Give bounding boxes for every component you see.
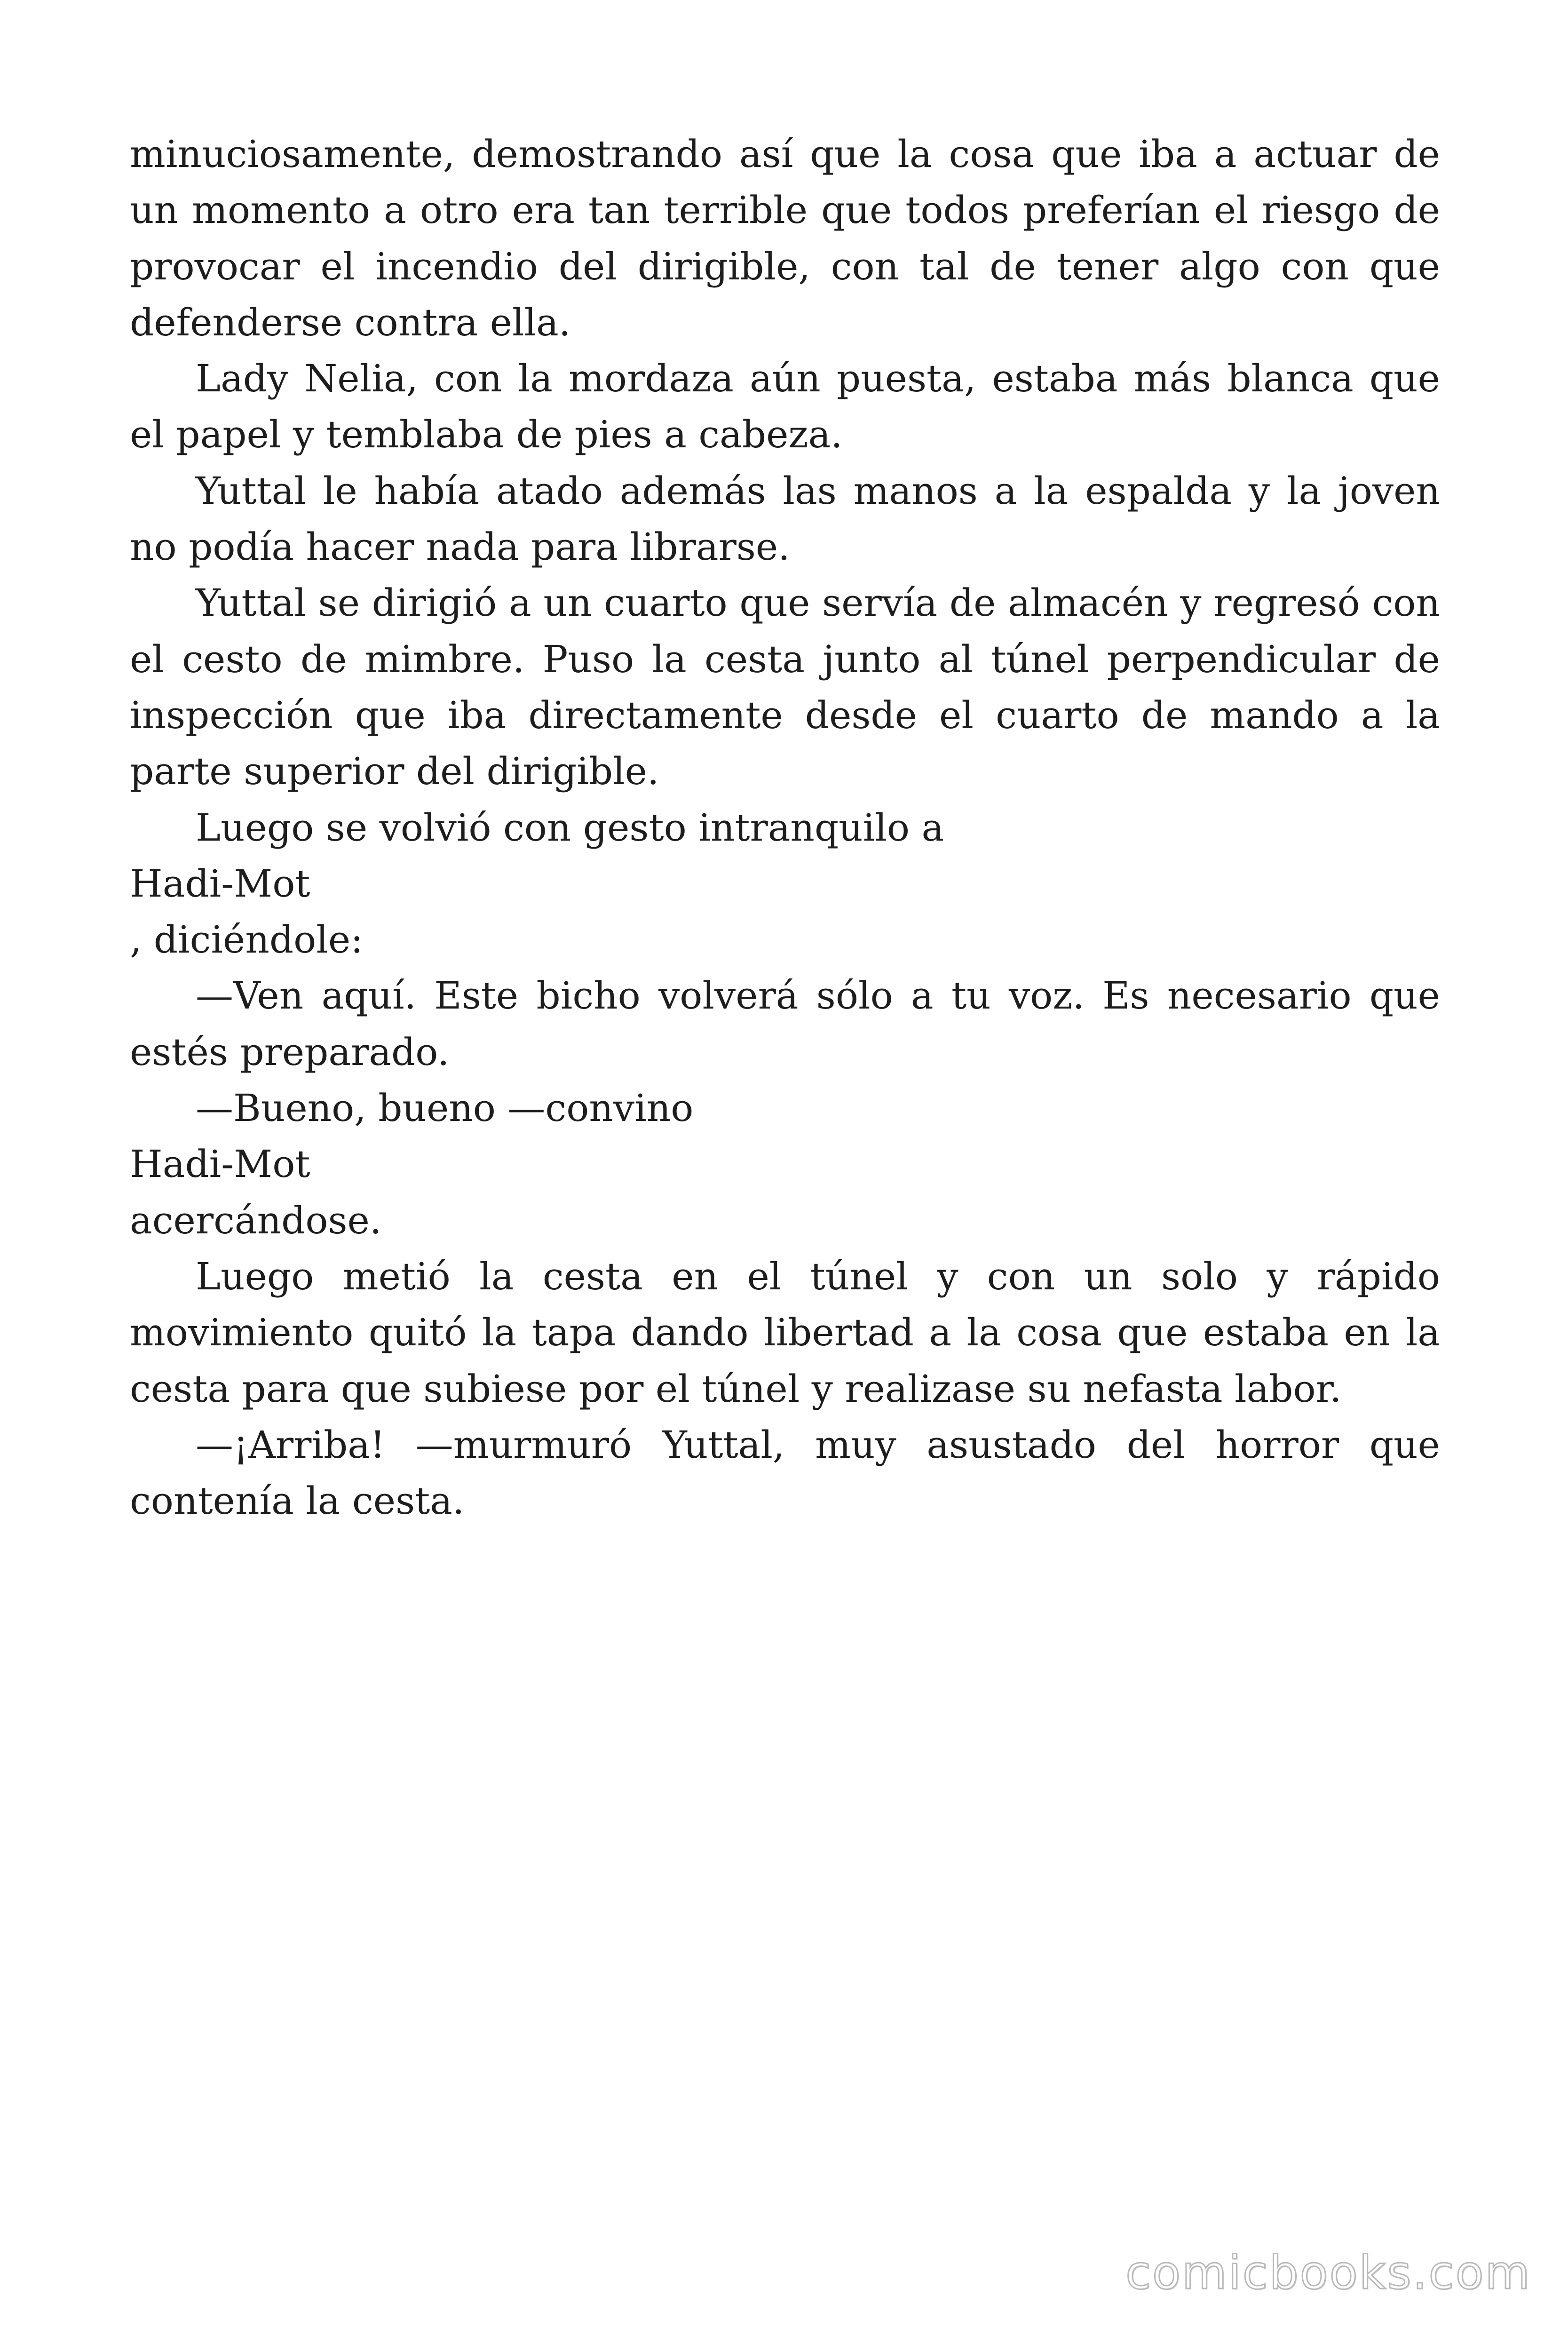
paragraph-4: Yuttal se dirigió a un cuarto que servía de almacén y regresó con el cesto de mimbre. Puso la cesta junto al túnel perpendicular de inspección que iba directamente desde el cuarto de mando a la parte superior del dirigible.	[130, 581, 1440, 794]
paragraph-3: Yuttal le había atado además las manos a la espalda y la joven no podía hacer nada para librarse.	[130, 469, 1440, 569]
paragraph-12: Luego metió la cesta en el túnel y con un solo y rápido movimiento quitó la tapa dando libertad a la cosa que estaba en la cesta para que subiese por el túnel y realizase su nefasta labor.	[130, 1254, 1440, 1411]
paragraph-9: —Bueno, bueno —convino	[196, 1086, 694, 1130]
paragraph-8: —Ven aquí. Este bicho volverá sólo a tu voz. Es necesario que estés preparado.	[130, 974, 1440, 1074]
paragraph-11: acercándose.	[130, 1198, 382, 1242]
paragraph-13: —¡Arriba! —murmuró Yuttal, muy asustado del horror que contenía la cesta.	[130, 1422, 1440, 1523]
paragraph-2: Lady Nelia, con la mordaza aún puesta, estaba más blanca que el papel y temblaba de pies a cabeza.	[130, 357, 1440, 457]
paragraph-5: Luego se volvió con gesto intranquilo a	[196, 805, 944, 850]
watermark: comicbooks.com	[1125, 2246, 1531, 2300]
paragraph-1: minuciosamente, demostrando así que la cosa que iba a actuar de un momento a otro era tan terrible que todos preferían el riesgo de provocar el incendio del dirigible, con tal de tener algo con que defenderse contra ella.	[130, 132, 1440, 344]
page-body	[130, 126, 1440, 1529]
paragraph-7: , diciéndole:	[130, 918, 364, 962]
paragraph-10-name: Hadi-Mot	[130, 1142, 310, 1186]
paragraph-6-name: Hadi-Mot	[130, 861, 310, 906]
